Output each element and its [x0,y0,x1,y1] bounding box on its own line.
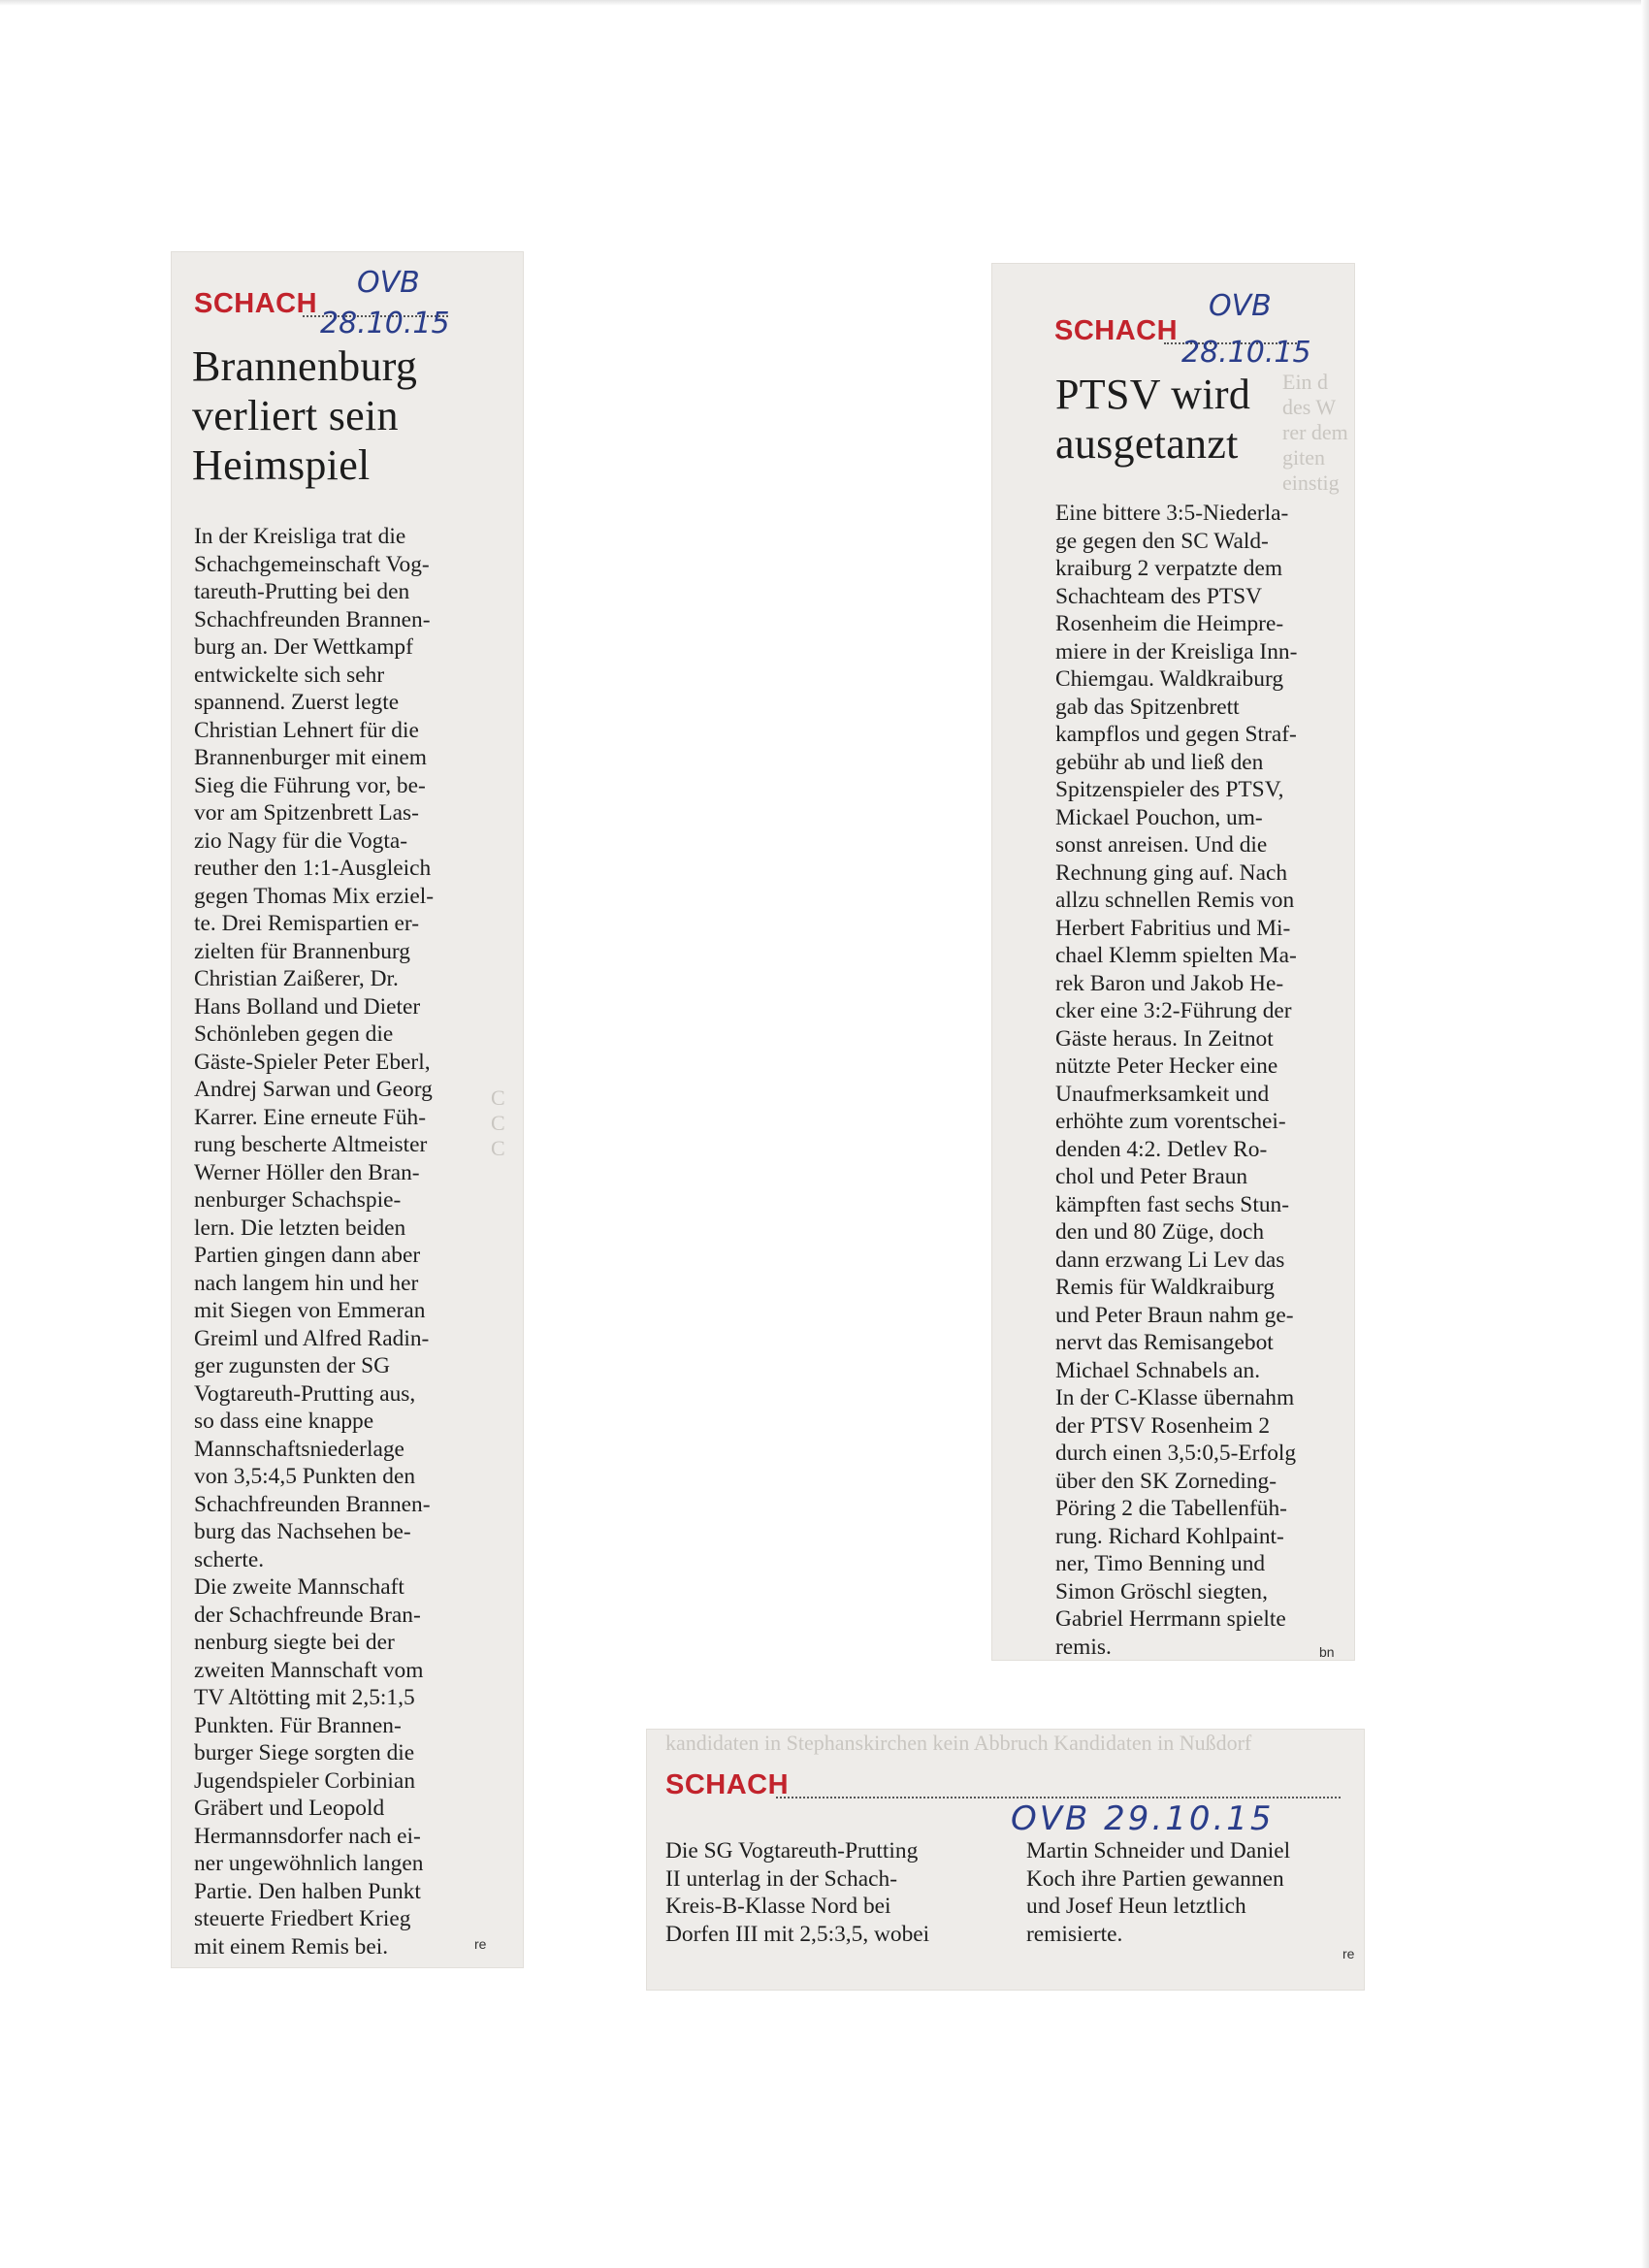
article-body: Eine bittere 3:5-Niederla- ge gegen den SC Wald- kraiburg 2 verpatzte dem Schachteam des PTSV Rosenheim die Heimpre- miere in der Kreisliga Inn- Chiemgau. Waldkraiburg gab das Spitzenbrett kampflos und gegen Straf- gebühr ab und ließ den Spitzenspieler des PTSV, Mickael Pouchon, um- sonst anreisen. Und die Rechnung ging auf. Nach allzu schnellen Remis von Herbert Fabritius und Mi- chael Klemm spielten Ma- rek Baron und Jakob He- cker eine 3:2-Führung der Gäste heraus. In Zeitnot nützte Peter Hecker eine Unaufmerksamkeit und erhöhte zum vorentschei- denden 4:2. Detlev Ro- chol und Peter Braun kämpften fast sechs Stun- den und 80 Züge, doch dann erzwang Li Lev das Remis für Waldkraiburg und Peter Braun nahm ge- nervt das Remisangebot Michael Schnabels an. In der C-Klasse übernahm der PTSV Rosenheim 2 durch einen 3,5:0,5-Erfolg über den SK Zorneding- Pöring 2 die Tabellenfüh- rung. Richard Kohlpaint- ner, Timo Benning und Simon Gröschl siegten, Gabriel Herrmann spielte remis. [1055,501,1298,1660]
article-body-column-2: Martin Schneider und Daniel Koch ihre Partien gewannen und Josef Heun letztlich remisierte. [1026,1838,1291,1947]
bleed-through-text: C C C [491,1085,505,1160]
article-body: In der Kreisliga trat die Schachgemeinschaft Vog- tareuth-Prutting bei den Schachfreunden Brannen- burg an. Der Wettkampf entwickelte sich sehr spannend. Zuerst legte Christian Lehnert für die Brannenburger mit einem Sieg die Führung vor, be- vor am Spitzenbrett Las- zio Nagy für die Vogta- reuther den 1:1-Ausgleich gegen Thomas Mix erziel- te. Drei Remispartien er- zielten für Brannenburg Christian Zaißerer, Dr. Hans Bolland und Dieter Schönleben gegen die Gäste-Spieler Peter Eberl, Andrej Sarwan und Georg Karrer. Eine erneute Füh- rung bescherte Altmeister Werner Höller den Bran- nenburger Schachspie- lern. Die letzten beiden Partien gingen dann aber nach langem hin und her mit Siegen von Emmeran Greiml und Alfred Radin- ger zugunsten der SG Vogtareuth-Prutting aus, so dass eine knappe Mannschaftsniederlage von 3,5:4,5 Punkten den Schachfreunden Brannen- burg das Nachsehen be- scherte. Die zweite Mannschaft der Schachfreunde Bran- nenburg siegte bei der zweiten Mannschaft vom TV Altötting mit 2,5:1,5 Punkten. Für Brannen- burger Siege sorgten die Jugendspieler Corbinian Gräbert und Leopold Hermannsdorfer nach ei- ner ungewöhnlich langen Partie. Den halben Punkt steuerte Friedbert Krieg mit einem Remis bei. [194,524,435,1960]
section-label: SCHACH [194,288,318,319]
article-headline [1055,370,1250,469]
headline-line: PTSV wird [1055,371,1251,418]
section-label: SCHACH [665,1769,790,1800]
scan-right-edge [1641,0,1649,2268]
newspaper-clipping-ptsv [991,263,1355,1661]
handwritten-date-note: 28.10.15 [320,307,450,340]
handwritten-source-note: OVB [357,266,420,300]
author-initials: re [474,1936,487,1952]
kicker-dotted-rule [776,1797,1341,1798]
bleed-through-text: kandidaten in Stephanskirchen kein Abbruch Kandidaten in Nußdorf [665,1731,1252,1755]
article-body-column-1: Die SG Vogtareuth-Prutting II unterlag in der Schach- Kreis-B-Klasse Nord bei Dorfen III mit 2,5:3,5, wobei [665,1838,930,1947]
headline-line: verliert sein [192,392,399,439]
author-initials: re [1342,1946,1355,1961]
headline-line: ausgetanzt [1055,420,1239,468]
handwritten-source-date-note: OVB 29.10.15 [1011,1799,1275,1838]
headline-line: Heimspiel [192,441,371,489]
handwritten-date-note: 28.10.15 [1181,336,1311,370]
section-label: SCHACH [1054,315,1179,346]
bleed-through-text: Ein d des W rer dem giten einstig [1282,370,1348,495]
headline-line: Brannenburg [192,342,418,390]
newspaper-clipping-vogtareuth [646,1729,1365,1991]
handwritten-source-note: OVB [1209,289,1272,323]
author-initials: bn [1319,1644,1335,1660]
newspaper-clipping-brannenburg [171,251,524,1968]
article-headline [192,341,417,490]
scan-top-edge [0,0,1649,6]
